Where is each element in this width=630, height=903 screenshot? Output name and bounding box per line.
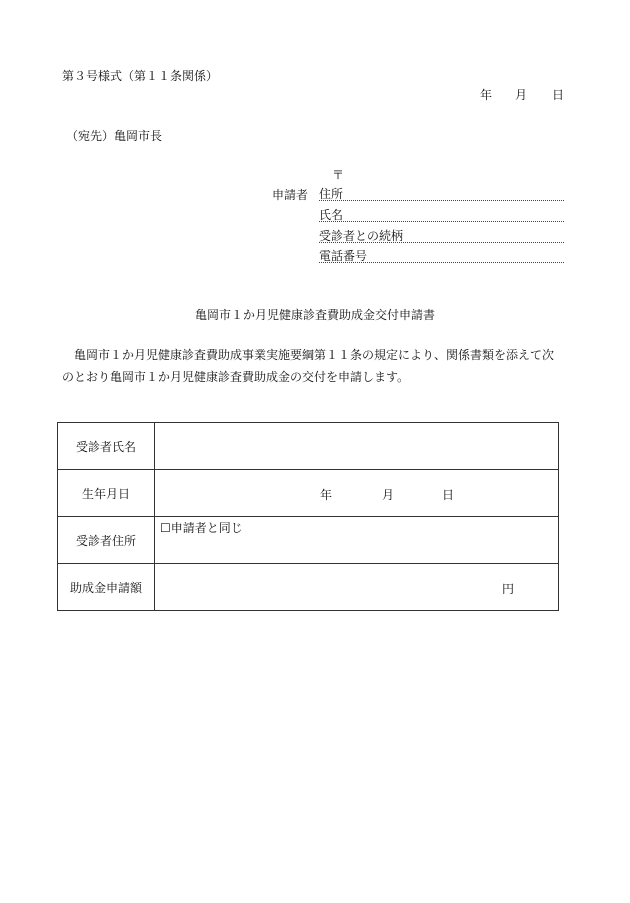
date-day-label: 日 [552,88,565,102]
patient-address-field[interactable] [155,517,559,564]
phone-field[interactable] [319,245,564,263]
relation-label: 受診者との続柄 [319,229,404,243]
patient-name-label: 受診者氏名 [58,423,155,470]
table-row [58,470,559,517]
same-as-applicant-checkbox[interactable]: ☐申請者と同じ [160,521,243,535]
grant-amount-field[interactable] [155,564,559,611]
applicant-label: 申請者 [272,188,309,202]
body-line-2: のとおり亀岡市１か月児健康診査費助成金の交付を申請します。 [62,370,410,384]
addressee: （宛先）亀岡市長 [66,129,163,143]
patient-address-label: 受診者住所 [58,517,155,564]
address-field[interactable] [319,183,564,201]
table-row [58,564,559,611]
body-line-1: 亀岡市１か月児健康診査費助成事業実施要綱第１１条の規定により、関係書類を添えて次 [74,348,555,362]
form-number: 第３号様式（第１１条関係） [62,69,219,83]
birth-day-label: 日 [442,488,455,502]
birthdate-label: 生年月日 [58,470,155,517]
birth-month-label: 月 [382,488,395,502]
date-month-label: 月 [515,88,528,102]
name-field[interactable] [319,204,564,222]
yen-unit: 円 [502,582,515,596]
birth-year-label: 年 [320,488,333,502]
name-label: 氏名 [319,208,344,222]
document-title: 亀岡市１か月児健康診査費助成金交付申請書 [194,308,435,322]
address-label: 住所 [319,187,344,201]
birthdate-field[interactable] [155,470,559,517]
grant-amount-label: 助成金申請額 [58,564,155,611]
relation-field[interactable] [319,225,564,243]
table-row [58,517,559,564]
patient-name-field[interactable] [155,423,559,470]
application-table [57,422,559,611]
phone-label: 電話番号 [319,249,368,263]
table-row [58,423,559,470]
date-year-label: 年 [480,88,493,102]
postal-mark: 〒 [332,168,345,182]
